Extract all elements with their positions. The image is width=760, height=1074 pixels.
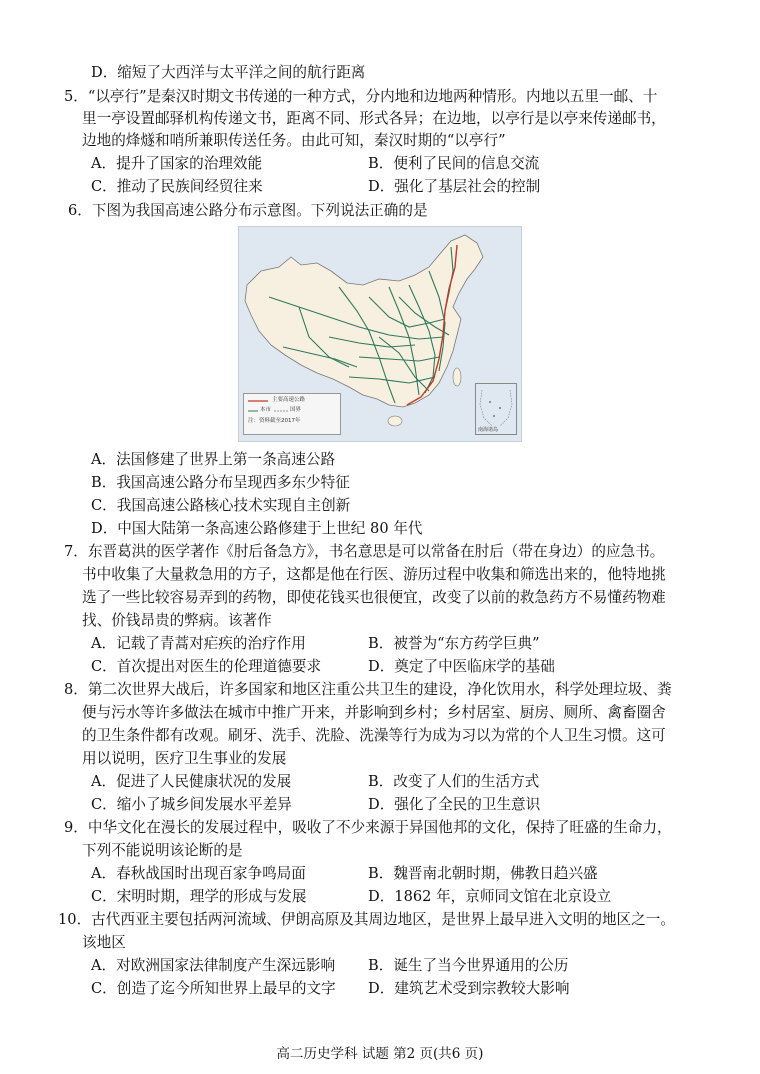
q9-option-d: D．1862 年，京师同文馆在北京设立 bbox=[368, 888, 612, 905]
q5-stem-line-3: 边地的烽燧和哨所兼职传送任务。由此可知，秦汉时期的“以亭行” bbox=[82, 132, 506, 149]
q7-stem-line-4: 找、价钱昂贵的弊病。该著作 bbox=[82, 612, 272, 629]
q5-option-c: C．推动了民族间经贸往来 bbox=[91, 178, 263, 195]
q7-stem-line-3: 选了一些比较容易弄到的药物，即使花钱买也很便宜，改变了以前的救急药方不易懂药物难 bbox=[82, 589, 666, 606]
q6-option-c: C．我国高速公路核心技术实现自主创新 bbox=[91, 497, 351, 514]
q8-option-d: D．强化了全民的卫生意识 bbox=[368, 796, 541, 813]
q4-option-d: D．缩短了大西洋与太平洋之间的航行距离 bbox=[91, 64, 366, 81]
q10-option-c: C．创造了迄今所知世界上最早的文字 bbox=[91, 980, 336, 997]
q8-stem-line-1: 8．第二次世界大战后，许多国家和地区注重公共卫生的建设，净化饮用水，科学处理垃圾、粪 bbox=[64, 681, 672, 698]
q7-stem-line-2: 书中收集了大量救急用的方子，这都是他在行医、游历过程中收集和筛选出来的，他特地挑 bbox=[82, 566, 666, 583]
inset-label: 南海诸岛 bbox=[478, 427, 499, 433]
legend-border: 国界 bbox=[290, 407, 302, 413]
q9-stem-line-2: 下列不能说明该论断的是 bbox=[82, 842, 243, 859]
q9-option-a: A．春秋战国时出现百家争鸣局面 bbox=[91, 865, 306, 882]
q10-option-a: A．对欧洲国家法律制度产生深远影响 bbox=[91, 957, 336, 974]
q6-stem: 6．下图为我国高速公路分布示意图。下列说法正确的是 bbox=[68, 202, 428, 219]
south-china-sea-inset bbox=[475, 383, 517, 435]
page-footer: 高二历史学科 试题 第2 页(共6 页) bbox=[276, 1046, 484, 1062]
legend-note: 注：资料截至2017年 bbox=[248, 418, 301, 424]
legend-main-highway: 主要高速公路 bbox=[272, 397, 306, 403]
hainan-island bbox=[388, 416, 402, 426]
q8-option-b: B．改变了人们的生活方式 bbox=[368, 773, 540, 790]
q7-option-d: D．奠定了中医临床学的基础 bbox=[368, 658, 555, 675]
q9-stem-line-1: 9．中华文化在漫长的发展过程中，吸收了不少来源于异国他邦的文化，保持了旺盛的生命力， bbox=[64, 819, 672, 836]
q8-option-c: C．缩小了城乡间发展水平差异 bbox=[91, 796, 292, 813]
q5-option-a: A．提升了国家的治理效能 bbox=[91, 155, 263, 172]
highway-map bbox=[238, 226, 522, 442]
q7-option-b: B．被誉为“东方药学巨典” bbox=[368, 635, 540, 652]
q10-option-b: B．诞生了当今世界通用的公历 bbox=[368, 957, 569, 974]
q10-option-d: D．建筑艺术受到宗教较大影响 bbox=[368, 980, 570, 997]
q6-option-a: A．法国修建了世界上第一条高速公路 bbox=[91, 451, 336, 468]
q6-option-d: D．中国大陆第一条高速公路修建于上世纪 80 年代 bbox=[91, 520, 423, 537]
q10-stem-line-1: 10．古代西亚主要包括两河流域、伊朗高原及其周边地区，是世界上最早进入文明的地区之一。 bbox=[58, 911, 675, 928]
q7-option-c: C．首次提出对医生的伦理道德要求 bbox=[91, 658, 322, 675]
taiwan-island bbox=[453, 368, 461, 386]
q10-stem-line-2: 该地区 bbox=[82, 934, 126, 951]
q5-stem-line-1: 5．“以亭行”是秦汉时期文书传递的一种方式，分内地和边地两种情形。内地以五里一邮、十 bbox=[64, 88, 658, 105]
q8-option-a: A．促进了人民健康状况的发展 bbox=[91, 773, 292, 790]
q5-stem-line-2: 里一亭设置邮驿机构传递文书，距离不同、形式各异；在边地，以亭行是以亭来传递邮书， bbox=[82, 110, 666, 127]
q8-stem-line-3: 的卫生条件都有改观。刷牙、洗手、洗脸、洗澡等行为成为习以为常的个人卫生习惯。这可 bbox=[82, 727, 666, 744]
legend-city: 本市 bbox=[260, 407, 272, 413]
q9-option-c: C．宋明时期，理学的形成与发展 bbox=[91, 888, 307, 905]
q8-stem-line-4: 用以说明，医疗卫生事业的发展 bbox=[82, 750, 287, 767]
map-legend bbox=[243, 393, 341, 435]
q5-option-b: B．便利了民间的信息交流 bbox=[368, 155, 540, 172]
q7-stem-line-1: 7．东晋葛洪的医学著作《肘后备急方》，书名意思是可以常备在肘后（带在身边）的应急书。 bbox=[64, 543, 665, 560]
q7-option-a: A．记载了青蒿对疟疾的治疗作用 bbox=[91, 635, 306, 652]
q5-option-d: D．强化了基层社会的控制 bbox=[368, 178, 541, 195]
q6-option-b: B．我国高速公路分布呈现西多东少特征 bbox=[91, 474, 350, 491]
q8-stem-line-2: 便与污水等许多做法在城市中推广开来，并影响到乡村；乡村居室、厨房、厕所、禽畜圈舍 bbox=[82, 704, 666, 721]
q9-option-b: B．魏晋南北朝时期，佛教日趋兴盛 bbox=[368, 865, 598, 882]
